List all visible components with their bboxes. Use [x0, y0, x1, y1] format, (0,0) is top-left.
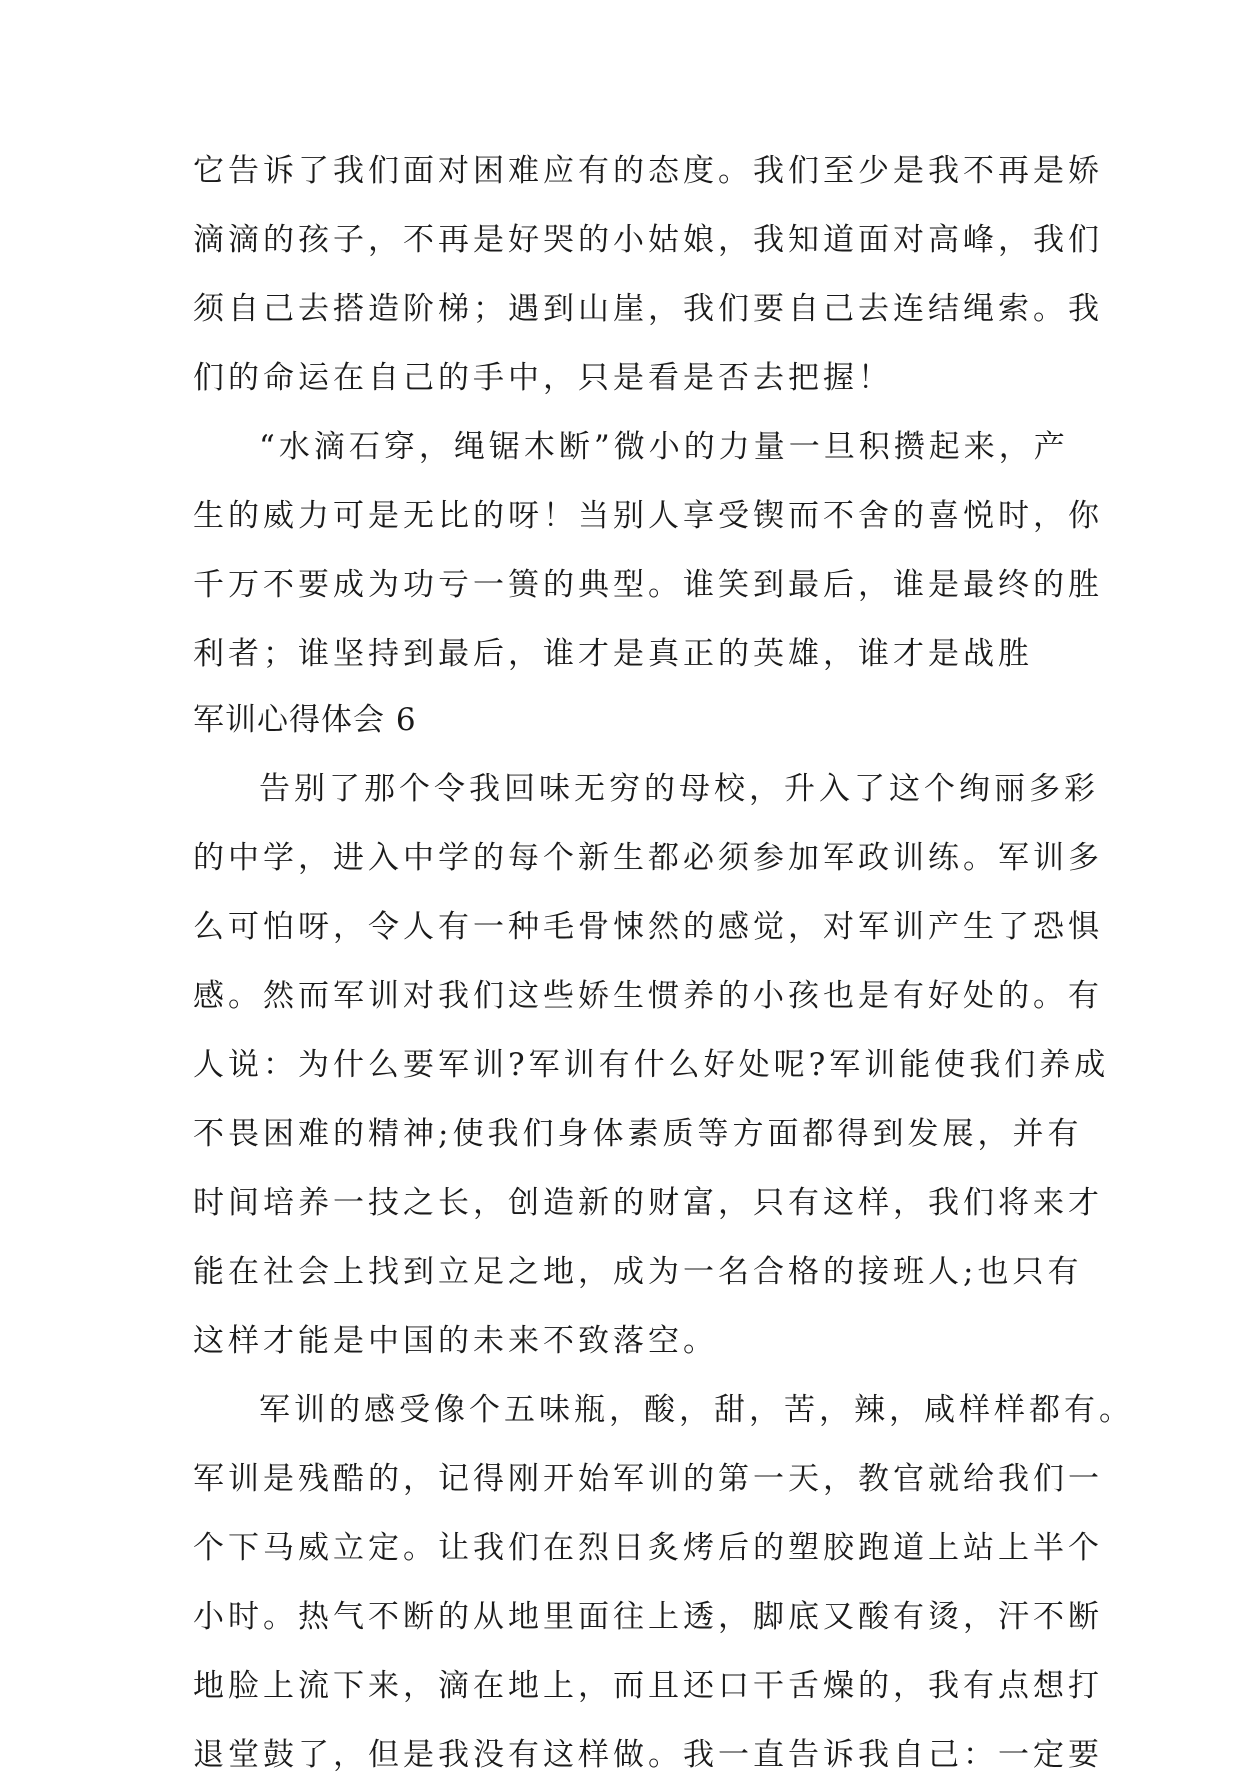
text-line: 不畏困难的精神;使我们身体素质等方面都得到发展，并有 [193, 1116, 1083, 1152]
text-line: 须自己去搭造阶梯；遇到山崖，我们要自己去连结绳索。我 [193, 291, 1103, 327]
text-line: 千万不要成为功亏一篑的典型。谁笑到最后，谁是最终的胜 [193, 567, 1103, 603]
text-line: 时间培养一技之长，创造新的财富，只有这样，我们将来才 [193, 1185, 1103, 1221]
text-line: 它告诉了我们面对困难应有的态度。我们至少是我不再是娇 [193, 153, 1103, 189]
text-line: 小时。热气不断的从地里面往上透，脚底又酸有烫，汗不断 [193, 1599, 1103, 1635]
text-line: 滴滴的孩子，不再是好哭的小姑娘，我知道面对高峰，我们 [193, 222, 1103, 258]
text-line: 感。然而军训对我们这些娇生惯养的小孩也是有好处的。有 [193, 978, 1103, 1014]
text-line: 个下马威立定。让我们在烈日炙烤后的塑胶跑道上站上半个 [193, 1530, 1103, 1566]
paragraph-start-line: 军训的感受像个五味瓶，酸，甜，苦，辣，咸样样都有。 [259, 1392, 1134, 1428]
text-line: 么可怕呀，令人有一种毛骨悚然的感觉，对军训产生了恐惧 [193, 909, 1103, 945]
text-line: 生的威力可是无比的呀！当别人享受锲而不舍的喜悦时，你 [193, 498, 1103, 534]
paragraph-start-line: 告别了那个令我回味无穷的母校，升入了这个绚丽多彩 [259, 771, 1099, 807]
text-line: 这样才能是中国的未来不致落空。 [193, 1323, 718, 1359]
text-line: 退堂鼓了，但是我没有这样做。我一直告诉我自己：一定要 [193, 1737, 1103, 1773]
section-heading: 军训心得体会 6 [193, 702, 417, 738]
text-line: 的中学，进入中学的每个新生都必须参加军政训练。军训多 [193, 840, 1103, 876]
paragraph-start-line: “水滴石穿，绳锯木断”微小的力量一旦积攒起来，产 [259, 429, 1069, 465]
text-line: 能在社会上找到立足之地，成为一名合格的接班人;也只有 [193, 1254, 1083, 1290]
text-line: 地脸上流下来，滴在地上，而且还口干舌燥的，我有点想打 [193, 1668, 1103, 1704]
text-line: 们的命运在自己的手中，只是看是否去把握！ [193, 360, 893, 396]
text-line: 利者；谁坚持到最后，谁才是真正的英雄，谁才是战胜 [193, 636, 1033, 672]
text-line: 人说：为什么要军训?军训有什么好处呢?军训能使我们养成 [193, 1047, 1110, 1083]
text-line: 军训是残酷的，记得刚开始军训的第一天，教官就给我们一 [193, 1461, 1103, 1497]
